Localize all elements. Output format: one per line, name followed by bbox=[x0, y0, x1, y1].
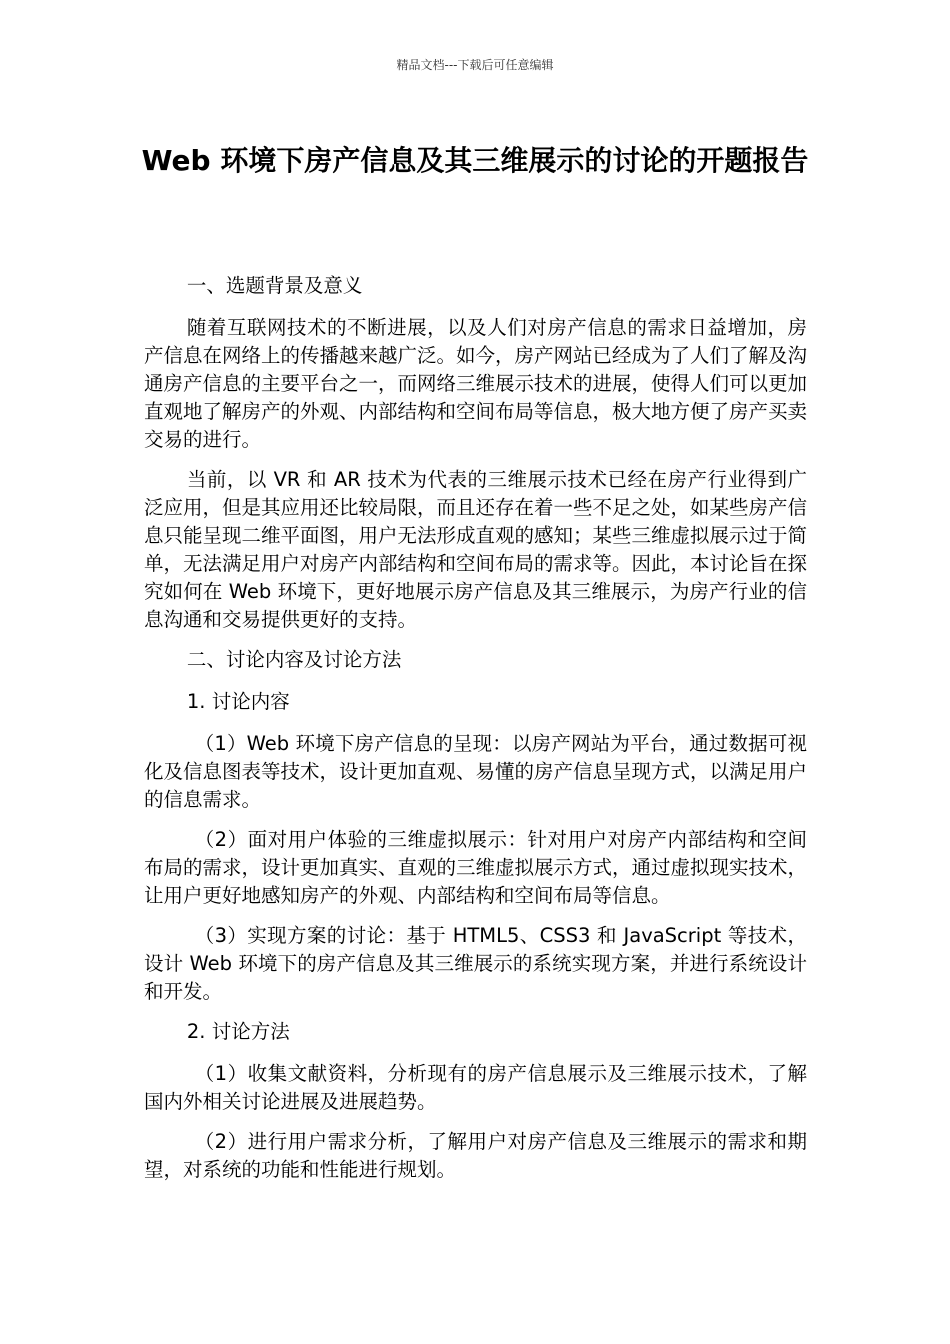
paragraph-background-2: 当前，以 VR 和 AR 技术为代表的三维展示技术已经在房产行业得到广泛应用，但是其应用还比较局限，而且还存在着一些不足之处，如某些房产信息只能呈现二维平面图，用户无法形成直观的感知；某些三维虚拟展示过于简单，无法满足用户对房产内部结构和空间布局的需求等。因此，本讨论旨在探究如何在 Web 环境下，更好地展示房产信息及其三维展示，为房产行业的信息沟通和交易提供更好的支持。 bbox=[144, 468, 808, 631]
paragraph-background-1: 随着互联网技术的不断进展，以及人们对房产信息的需求日益增加，房产信息在网络上的传播越来越广泛。如今，房产网站已经成为了人们了解及沟通房产信息的主要平台之一，而网络三维展示技术的进展，使得人们可以更加直观地了解房产的外观、内部结构和空间布局等信息，极大地方便了房产买卖交易的进行。 bbox=[144, 316, 808, 451]
content-item-3: （3）实现方案的讨论：基于 HTML5、CSS3 和 JavaScript 等技术，设计 Web 环境下的房产信息及其三维展示的系统实现方案，并进行系统设计和开发。 bbox=[144, 924, 807, 1003]
section-heading-content-methods: 二、讨论内容及讨论方法 bbox=[186, 648, 402, 671]
subheading-methods: 2. 讨论方法 bbox=[186, 1020, 290, 1043]
document-title: Web 环境下房产信息及其三维展示的讨论的开题报告 bbox=[141, 144, 809, 177]
subheading-content: 1. 讨论内容 bbox=[186, 690, 290, 713]
method-item-1: （1）收集文献资料，分析现有的房产信息展示及三维展示技术，了解国内外相关讨论进展及进展趋势。 bbox=[144, 1062, 807, 1113]
header-note: 精品文档---下载后可任意编辑 bbox=[396, 58, 554, 72]
section-heading-background: 一、选题背景及意义 bbox=[186, 274, 363, 297]
method-item-2: （2）进行用户需求分析，了解用户对房产信息及三维展示的需求和期望，对系统的功能和性能进行规划。 bbox=[144, 1130, 807, 1181]
content-item-1: （1）Web 环境下房产信息的呈现：以房产网站为平台，通过数据可视化及信息图表等技术，设计更加直观、易懂的房产信息呈现方式，以满足用户的信息需求。 bbox=[144, 732, 808, 811]
document-body bbox=[144, 272, 807, 1196]
content-item-2: （2）面对用户体验的三维虚拟展示：针对用户对房产内部结构和空间布局的需求，设计更加真实、直观的三维虚拟展示方式，通过虚拟现实技术，让用户更好地感知房产的外观、内部结构和空间布局等信息。 bbox=[144, 828, 808, 907]
